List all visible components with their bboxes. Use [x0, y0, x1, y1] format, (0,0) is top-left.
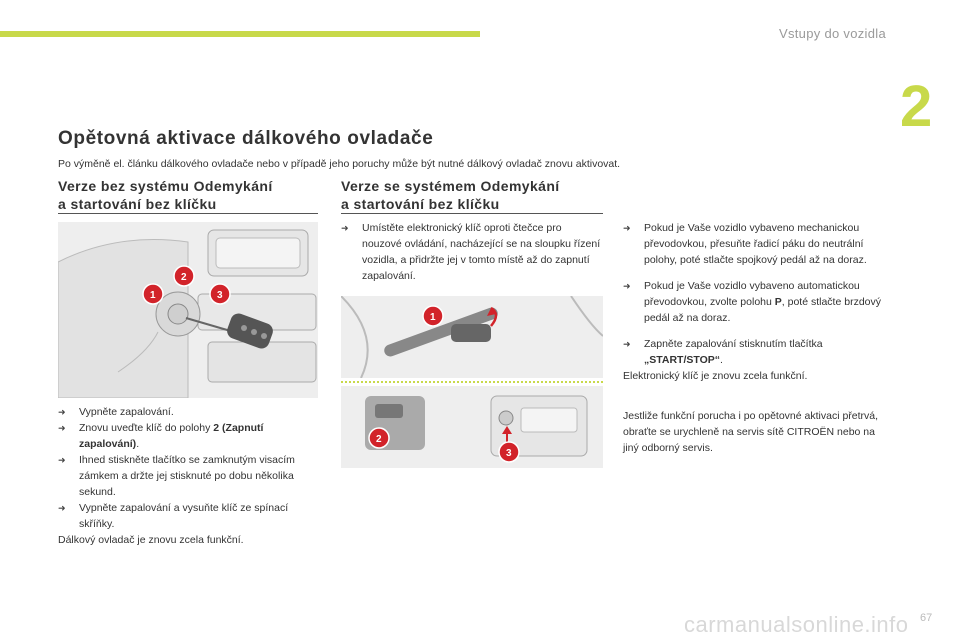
right-conclusion: Elektronický klíč je znovu zcela funkční.	[623, 370, 808, 382]
left-step-4-text: Vypněte zapalování a vysuňte klíč ze spínací skříňky.	[79, 502, 289, 530]
bullet-arrow-icon: ➜	[623, 281, 631, 291]
middle-heading	[341, 178, 560, 214]
right-step-2-end: , poté stlačte brzdový pedál až na doraz.	[644, 296, 881, 324]
page-number: 67	[920, 612, 933, 624]
left-heading-line-1: Verze bez systému Odemykání	[58, 178, 273, 194]
ignition-key-illustration	[58, 222, 318, 398]
left-step-2-bold: 2 (Zapnutí zapalování)	[79, 422, 264, 450]
steering-column-drawing	[341, 296, 603, 378]
chapter-number: 2	[900, 74, 933, 139]
left-heading	[58, 178, 273, 214]
badge-3-label: 3	[217, 290, 223, 301]
right-step-1-text: Pokud je Vaše vozidlo vybaveno mechanickou převodovkou, přesuňte řadicí páku do neutrální polohy, poté stlačte spojkový pedál až na doraz.	[644, 222, 867, 266]
section-title: Vstupy do vozidla	[779, 26, 886, 41]
left-step-2-text: Znovu uveďte klíč do polohy	[79, 422, 214, 434]
left-step-1	[58, 404, 308, 420]
right-note: Jestliže funkční porucha i po opětovné aktivaci přetrvá, obraťte se urychleně na servis sítě CITROËN nebo na jiný odborný servis.	[623, 410, 879, 454]
badge-2-label: 2	[376, 434, 382, 445]
left-step-3-text: Ihned stiskněte tlačítko se zamknutým visacím zámkem a držte jej stisknuté po dobu několika sekund.	[79, 454, 295, 498]
middle-steps	[341, 220, 603, 284]
middle-step-1-text: Umístěte elektronický klíč oproti čtečce pro nouzové ovládání, nacházející se na sloupku řízení vozidla, a přidržte jej v tomto místě až do zapnutí zapalování.	[362, 222, 601, 282]
right-step-2	[623, 278, 891, 326]
header-accent-bar	[0, 31, 480, 37]
left-heading-underline	[58, 213, 318, 214]
middle-heading-line-2: a startování bez klíčku	[341, 196, 500, 212]
start-stop-drawing	[341, 386, 603, 468]
right-steps	[623, 220, 891, 456]
middle-heading-underline	[341, 213, 603, 214]
left-step-3	[58, 452, 308, 500]
middle-step-1	[341, 220, 603, 284]
image-separator	[341, 381, 603, 384]
right-step-3	[623, 336, 891, 368]
right-step-1	[623, 220, 891, 268]
left-step-2	[58, 420, 308, 452]
badge-1-label: 1	[150, 290, 156, 301]
right-step-3-bold: „START/STOP“	[644, 354, 721, 366]
left-steps	[58, 404, 308, 548]
right-step-3-text: Zapněte zapalování stisknutím tlačítka	[644, 338, 823, 350]
intro-text: Po výměně el. článku dálkového ovladače nebo v případě jeho poruchy může být nutné dálkový ovladač znovu aktivovat.	[58, 158, 621, 170]
left-step-4	[58, 500, 308, 532]
badge-2-label: 2	[181, 272, 187, 283]
right-step-2-bold: P	[774, 296, 782, 308]
middle-heading-line-1: Verze se systémem Odemykání	[341, 178, 560, 194]
left-heading-line-2: a startování bez klíčku	[58, 196, 217, 212]
right-step-2-text: Pokud je Vaše vozidlo vybaveno automatickou převodovkou, zvolte polohu	[644, 280, 860, 308]
badge-1-label: 1	[430, 312, 436, 323]
bullet-arrow-icon: ➜	[341, 223, 349, 233]
left-step-1-text: Vypněte zapalování.	[79, 406, 174, 418]
badge-3-label: 3	[506, 448, 512, 459]
right-step-3-end: .	[720, 354, 723, 366]
page-title: Opětovná aktivace dálkového ovladače	[58, 128, 434, 149]
footer-watermark: carmanualsonline.info	[684, 612, 909, 637]
bullet-arrow-icon: ➜	[58, 407, 66, 417]
start-stop-button-illustration	[341, 386, 603, 468]
steering-column-reader-illustration	[341, 296, 603, 378]
bullet-arrow-icon: ➜	[623, 223, 631, 233]
left-step-2-end: .	[136, 438, 140, 450]
left-conclusion: Dálkový ovladač je znovu zcela funkční.	[58, 534, 244, 546]
ignition-key-drawing	[58, 222, 318, 398]
bullet-arrow-icon: ➜	[58, 455, 66, 465]
bullet-arrow-icon: ➜	[623, 339, 631, 349]
bullet-arrow-icon: ➜	[58, 423, 66, 433]
bullet-arrow-icon: ➜	[58, 503, 66, 513]
